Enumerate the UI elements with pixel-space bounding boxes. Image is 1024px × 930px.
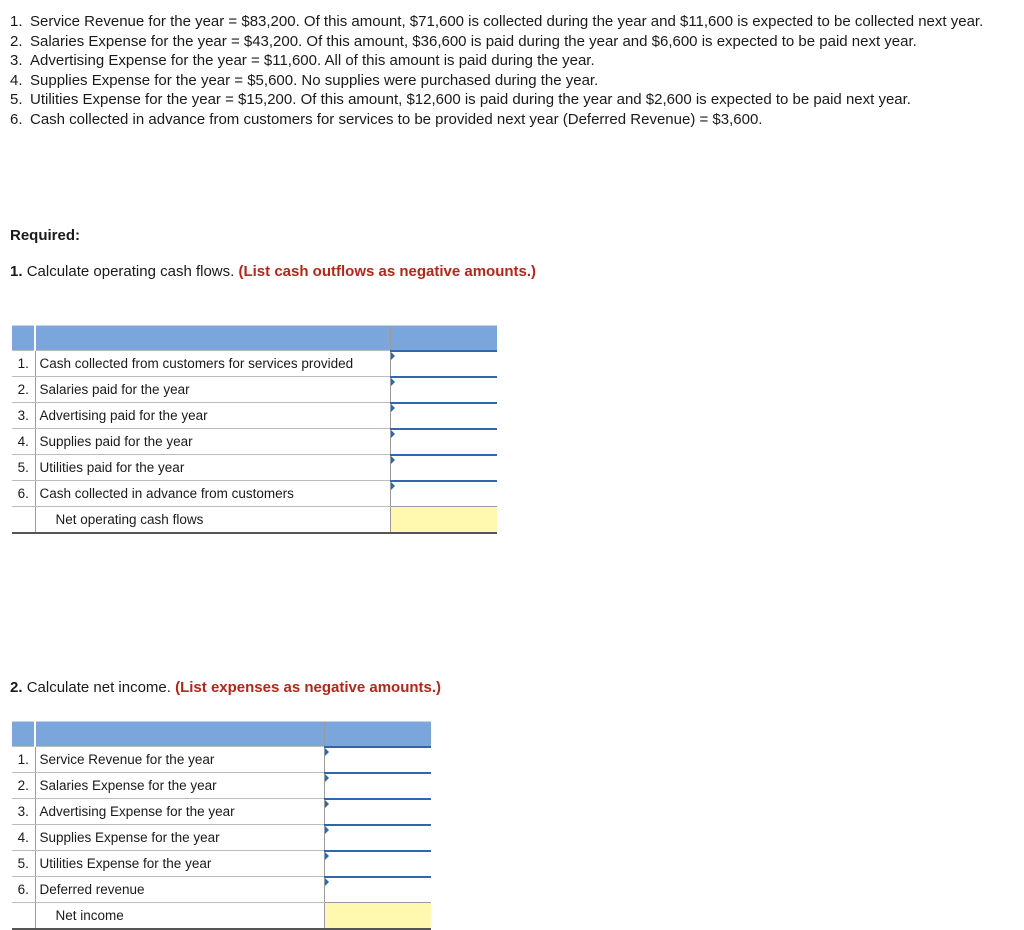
- row-number: 2.: [12, 773, 35, 799]
- row-label: Salaries paid for the year: [35, 377, 390, 403]
- table-row: [12, 481, 497, 507]
- row-label: Service Revenue for the year: [35, 747, 324, 773]
- fact-item: [10, 90, 1010, 110]
- question-1-note: (List cash outflows as negative amounts.): [238, 263, 537, 280]
- row-label: Cash collected in advance from customers: [35, 481, 390, 507]
- operating-cash-flows-table: [12, 325, 497, 534]
- table-row: [12, 351, 497, 377]
- input-marker-icon: [391, 456, 395, 464]
- row-label: Salaries Expense for the year: [35, 773, 324, 799]
- table-row: [12, 877, 431, 903]
- row-number: 6.: [12, 481, 35, 507]
- question-1-number: 1.: [10, 263, 23, 280]
- row-number: 3.: [12, 403, 35, 429]
- table-header-row: [12, 326, 497, 351]
- table-row: [12, 773, 431, 799]
- row-number: 1.: [12, 351, 35, 377]
- amount-input-cell[interactable]: [324, 747, 431, 773]
- total-label: Net operating cash flows: [35, 507, 390, 534]
- table-row: [12, 851, 431, 877]
- question-2-note: (List expenses as negative amounts.): [175, 679, 442, 696]
- amount-input-cell[interactable]: [324, 799, 431, 825]
- total-number-cell: [12, 903, 35, 930]
- table-row: [12, 429, 497, 455]
- required-heading: Required:: [10, 227, 81, 244]
- amount-input[interactable]: [326, 776, 430, 796]
- amount-input[interactable]: [326, 880, 430, 900]
- input-marker-icon: [325, 774, 329, 782]
- question-2-number: 2.: [10, 679, 23, 696]
- question-2-prompt: [10, 679, 441, 696]
- question-1-text: Calculate operating cash flows.: [26, 263, 235, 280]
- fact-number: 1.: [10, 13, 23, 30]
- row-label: Cash collected from customers for services provided: [35, 351, 390, 377]
- fact-text: Advertising Expense for the year = $11,600. All of this amount is paid during the year.: [30, 52, 595, 69]
- amount-input[interactable]: [326, 854, 430, 874]
- fact-item: [10, 51, 1010, 71]
- input-marker-icon: [325, 878, 329, 886]
- row-label: Advertising Expense for the year: [35, 799, 324, 825]
- amount-input-cell[interactable]: [390, 377, 497, 403]
- row-label: Supplies paid for the year: [35, 429, 390, 455]
- question-2-text: Calculate net income.: [26, 679, 171, 696]
- fact-item: [10, 110, 1010, 130]
- fact-text: Supplies Expense for the year = $5,600. No supplies were purchased during the year.: [30, 71, 599, 89]
- amount-input[interactable]: [392, 406, 496, 426]
- fact-text: Utilities Expense for the year = $15,200. Of this amount, $12,600 is paid during the year and $2,600 is expected to be paid next year.: [30, 91, 911, 108]
- amount-input[interactable]: [326, 802, 430, 822]
- row-label: Utilities Expense for the year: [35, 851, 324, 877]
- question-1-prompt: [10, 263, 536, 280]
- row-number: 3.: [12, 799, 35, 825]
- amount-input-cell[interactable]: [324, 877, 431, 903]
- row-label: Utilities paid for the year: [35, 455, 390, 481]
- row-number: 5.: [12, 455, 35, 481]
- input-marker-icon: [391, 352, 395, 360]
- fact-number: 4.: [10, 71, 23, 89]
- header-cell: [35, 326, 390, 351]
- fact-number: 6.: [10, 110, 23, 128]
- given-facts-list: [10, 12, 1010, 129]
- row-number: 6.: [12, 877, 35, 903]
- amount-input-cell[interactable]: [324, 825, 431, 851]
- amount-input[interactable]: [326, 750, 430, 770]
- fact-text: Cash collected in advance from customers for services to be provided next year (Deferred Revenue) = $3,600.: [30, 110, 763, 128]
- fact-text: Salaries Expense for the year = $43,200. Of this amount, $36,600 is paid during the year and $6,600 is expected to be paid next year.: [30, 32, 917, 50]
- fact-item: [10, 71, 1010, 91]
- table-row: [12, 799, 431, 825]
- amount-input-cell[interactable]: [390, 403, 497, 429]
- fact-number: 2.: [10, 32, 23, 50]
- amount-input-cell[interactable]: [390, 481, 497, 507]
- table-row: [12, 455, 497, 481]
- amount-input[interactable]: [392, 354, 496, 374]
- net-income-table: [12, 721, 431, 930]
- table-row: [12, 403, 497, 429]
- input-marker-icon: [325, 748, 329, 756]
- input-marker-icon: [325, 800, 329, 808]
- header-cell: [324, 722, 431, 747]
- input-marker-icon: [391, 404, 395, 412]
- total-label: Net income: [35, 903, 324, 930]
- row-number: 4.: [12, 429, 35, 455]
- fact-item: [10, 12, 1010, 32]
- row-number: 2.: [12, 377, 35, 403]
- header-cell: [12, 722, 35, 747]
- header-cell: [35, 722, 324, 747]
- input-marker-icon: [325, 852, 329, 860]
- row-number: 1.: [12, 747, 35, 773]
- fact-text: Service Revenue for the year = $83,200. Of this amount, $71,600 is collected during the year and $11,600 is expected to be collected next year.: [30, 13, 984, 30]
- input-marker-icon: [391, 482, 395, 490]
- fact-number: 3.: [10, 52, 23, 69]
- amount-input-cell[interactable]: [390, 351, 497, 377]
- row-label: Supplies Expense for the year: [35, 825, 324, 851]
- input-marker-icon: [391, 378, 395, 386]
- total-row: [12, 903, 431, 930]
- amount-input-cell[interactable]: [324, 773, 431, 799]
- amount-input[interactable]: [392, 458, 496, 478]
- fact-item: [10, 32, 1010, 52]
- amount-input-cell[interactable]: [390, 429, 497, 455]
- input-marker-icon: [325, 826, 329, 834]
- amount-input-cell[interactable]: [390, 455, 497, 481]
- table-row: [12, 747, 431, 773]
- table-row: [12, 377, 497, 403]
- header-cell: [390, 326, 497, 351]
- row-label: Deferred revenue: [35, 877, 324, 903]
- table-header-row: [12, 722, 431, 747]
- amount-input[interactable]: [392, 380, 496, 400]
- row-number: 4.: [12, 825, 35, 851]
- total-row: [12, 507, 497, 534]
- amount-input[interactable]: [392, 432, 496, 452]
- row-label: Advertising paid for the year: [35, 403, 390, 429]
- input-marker-icon: [391, 430, 395, 438]
- amount-input-cell[interactable]: [324, 851, 431, 877]
- total-number-cell: [12, 507, 35, 534]
- header-cell: [12, 326, 35, 351]
- net-income-total: [324, 903, 431, 930]
- fact-number: 5.: [10, 91, 23, 108]
- table-row: [12, 825, 431, 851]
- row-number: 5.: [12, 851, 35, 877]
- amount-input[interactable]: [326, 828, 430, 848]
- net-operating-cash-flows-total: [390, 507, 497, 534]
- amount-input[interactable]: [392, 484, 496, 504]
